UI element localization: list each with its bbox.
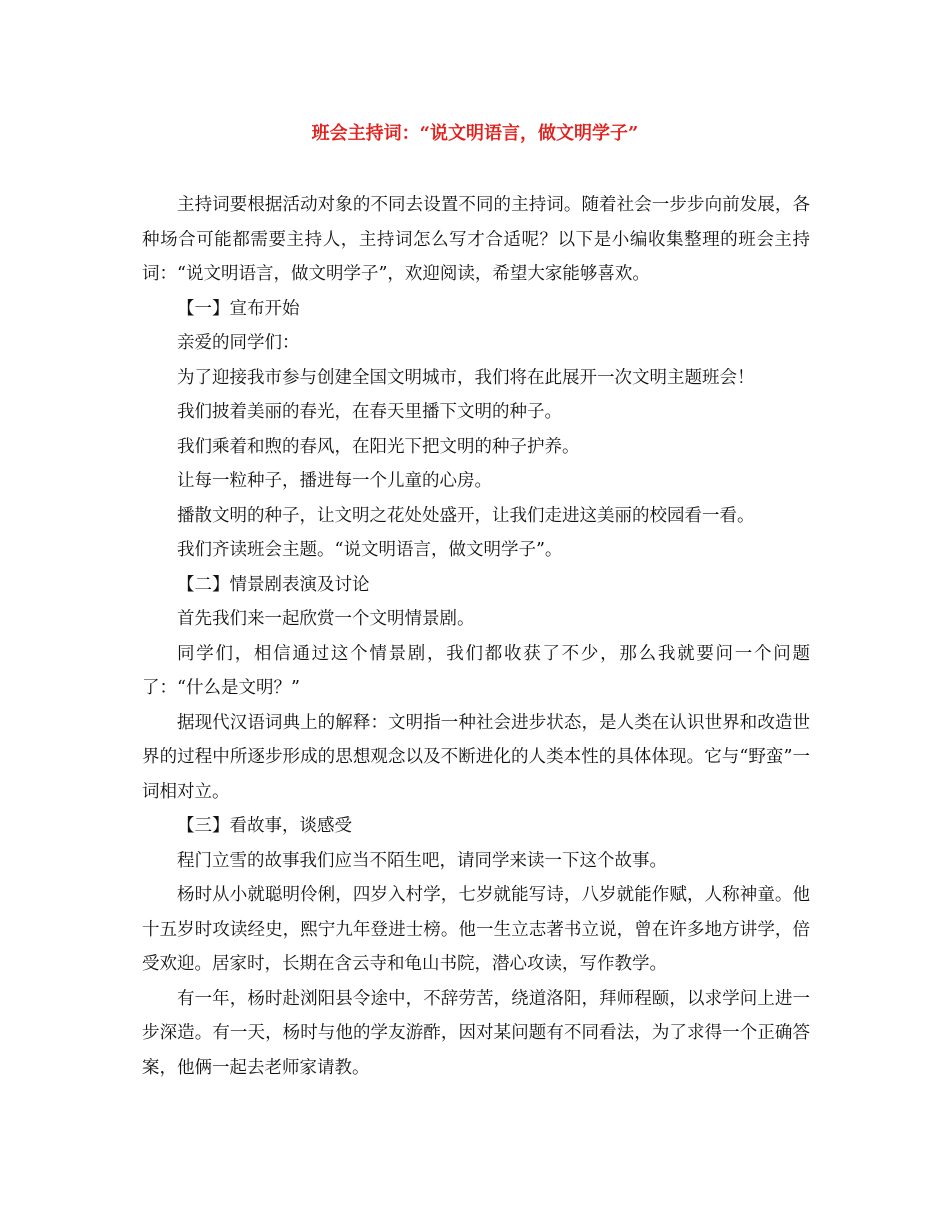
paragraph: 我们乘着和煦的春风，在阳光下把文明的种子护养。 [177,436,580,457]
section-heading-2: 【二】情景剧表演及讨论 [177,574,370,595]
paragraph: 杨时从小就聪明伶俐，四岁入村学，七岁就能写诗，八岁就能作赋，人称神童。他十五岁时攻读经史，熙宁九年登进士榜。他一生立志著书立说，曾在许多地方讲学，倍受欢迎。居家时，长期在含云寺和龟山书院，潜心攻读，写作教学。 [142,885,810,974]
paragraph: 我们披着美丽的春光，在春天里播下文明的种子。 [177,402,562,422]
section-heading-1: 【一】宣布开始 [177,298,300,319]
paragraph-intro: 主持词要根据活动对象的不同去设置不同的主持词。随着社会一步步向前发展，各种场合可能都需要主持人，主持词怎么写才合适呢？以下是小编收集整理的班会主持词：“说文明语言，做文明学子”，欢迎阅读，希望大家能够喜欢。 [142,195,810,284]
paragraph: 程门立雪的故事我们应当不陌生吧，请同学来读一下这个故事。 [177,850,667,871]
paragraph: 我们齐读班会主题。“说文明语言，做文明学子”。 [177,540,563,560]
document-title: 班会主持词：“说文明语言，做文明学子” [311,123,639,144]
paragraph: 据现代汉语词典上的解释：文明指一种社会进步状态，是人类在认识世界和改造世界的过程中所逐步形成的思想观念以及不断进化的人类本性的具体体现。它与“野蛮”一词相对立。 [142,712,810,802]
document-body [142,188,810,1085]
paragraph: 让每一粒种子，播进每一个儿童的心房。 [177,471,492,491]
paragraph: 同学们，相信通过这个情景剧，我们都收获了不少，那么我就要问一个问题了：“什么是文明？” [142,643,810,698]
paragraph: 有一年，杨时赴浏阳县令途中，不辞劳苦，绕道洛阳，拜师程颐，以求学问上进一步深造。有一天，杨时与他的学友游酢，因对某问题有不同看法，为了求得一个正确答案，他俩一起去老师家请教。 [142,988,810,1078]
section-heading-3: 【三】看故事，谈感受 [177,816,352,836]
paragraph: 为了迎接我市参与创建全国文明城市，我们将在此展开一次文明主题班会！ [177,367,755,388]
paragraph: 播散文明的种子，让文明之花处处盛开，让我们走进这美丽的校园看一看。 [177,505,755,526]
paragraph: 亲爱的同学们： [177,333,300,353]
paragraph: 首先我们来一起欣赏一个文明情景剧。 [177,609,475,629]
